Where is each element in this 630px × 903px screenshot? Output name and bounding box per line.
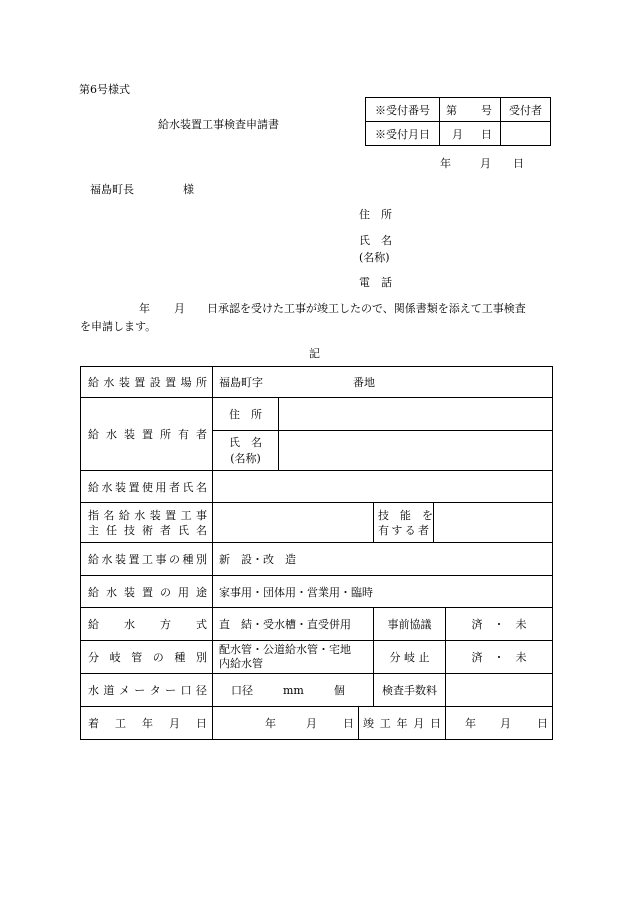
owner-name-sub: (名称) [230,451,261,465]
location-town: 福島町字 [219,376,263,389]
chief-label-1: 指名給水装置工事 [88,508,207,522]
applicant-phone-label: 電 話 [359,276,392,289]
owner-name-field[interactable] [279,431,553,471]
body-text-1: 日承認を受けた工事が竣工したので、関係書類を添えて工事検査 [207,302,526,315]
work-type-value[interactable]: 新 設・改 造 [213,543,553,576]
usage-label: 給水装置の用途 [81,576,213,608]
form-number: 第6号様式 [79,83,130,96]
receipt-date-month: 月 [452,127,463,141]
meter-mm: mm [283,684,304,697]
end-date-field[interactable] [446,707,553,740]
skill-field[interactable] [434,503,553,543]
prior-value[interactable]: 済 ・ 未 [446,608,553,641]
start-year: 年 [265,717,276,730]
user-field[interactable] [213,471,553,503]
owner-label: 給水装置所有者 [81,398,213,471]
receipt-number-label: ※受付番号 [366,98,440,122]
ki-label: 記 [309,347,320,360]
supply-label: 給水方式 [81,608,213,641]
end-day: 日 [537,717,549,730]
branch-value-2: 内給水管 [219,657,263,670]
start-day: 日 [343,717,354,730]
date-year: 年 [440,157,451,170]
end-label: 竣工年月日 [359,707,446,740]
skill-label-1: 技 能 を [378,508,433,522]
body-text-2: を申請します。 [80,320,157,333]
chief-label-2: 主任技術者氏名 [88,523,207,537]
receipt-number-go: 号 [481,103,492,117]
branch-label: 分岐管の種別 [81,641,213,674]
usage-value[interactable]: 家事用・団体用・営業用・臨時 [213,576,553,608]
start-month: 月 [306,717,317,730]
applicant-name-sub: (名称) [359,251,390,264]
location-banchi: 番地 [353,376,375,389]
owner-address-label: 住 所 [213,398,279,431]
end-year: 年 [465,717,477,730]
work-type-label: 給水装置工事の種別 [81,543,213,576]
addressee-name: 福島町長 [90,183,134,196]
meter-field[interactable] [213,674,374,707]
start-label: 着工年月日 [81,707,213,740]
meter-diameter: 口径 [231,684,253,697]
body-year: 年 [139,302,150,315]
branch-value-1: 配水管・公道給水管・宅地 [219,643,351,656]
user-label: 給水装置使用者氏名 [81,471,213,503]
start-date-field[interactable] [213,707,359,740]
chief-field[interactable] [213,503,374,543]
meter-ko: 個 [333,684,345,697]
date-day: 日 [513,157,524,170]
owner-address-field[interactable] [279,398,553,431]
owner-name-label: 氏 名 [229,435,262,449]
receipt-number-field[interactable] [440,98,501,122]
receipt-number-dai: 第 [446,103,457,117]
location-field[interactable] [213,367,553,398]
fee-label: 検査手数料 [374,674,446,707]
addressee-honorific: 様 [183,183,194,196]
applicant-address-label: 住 所 [359,208,392,221]
branch-stop-label: 分 岐 止 [374,641,446,674]
branch-value[interactable] [213,641,374,674]
page-title: 給水装置工事検査申請書 [158,118,279,131]
location-label: 給水装置設置場所 [81,367,213,398]
supply-value[interactable]: 直 結・受水槽・直受併用 [213,608,374,641]
receiver-field[interactable] [501,122,551,146]
applicant-name-label: 氏 名 [359,234,392,247]
prior-label: 事前協議 [374,608,446,641]
date-month: 月 [480,157,491,170]
receipt-date-label: ※受付月日 [366,122,440,146]
receipt-date-day: 日 [481,127,492,141]
end-month: 月 [500,717,512,730]
receiver-label: 受付者 [501,98,551,122]
receipt-date-field[interactable] [440,122,501,146]
skill-label-2: 有する者 [378,523,429,537]
application-table [80,366,553,740]
meter-label: 水道メーター口径 [81,674,213,707]
branch-stop-value[interactable]: 済 ・ 未 [446,641,553,674]
body-month: 月 [174,302,185,315]
fee-field[interactable] [446,674,553,707]
receipt-table [365,97,551,146]
